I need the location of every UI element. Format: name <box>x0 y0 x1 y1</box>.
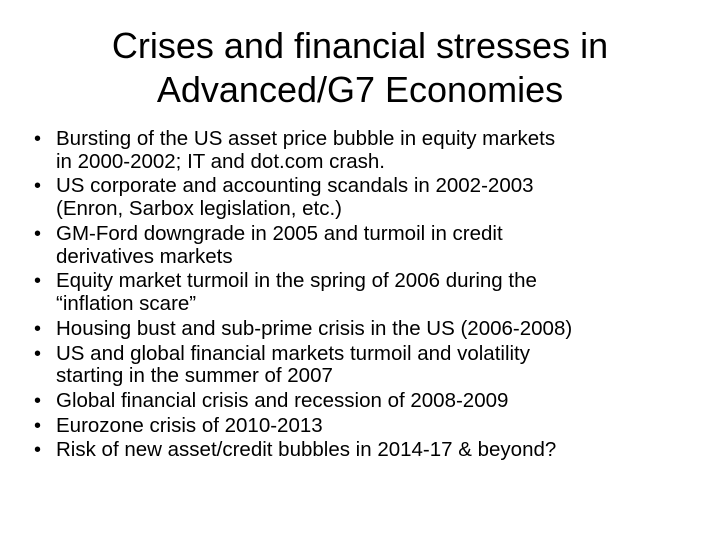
bullet-list <box>34 128 706 464</box>
bullet-text <box>56 175 706 221</box>
bullet-item-2 <box>34 175 706 221</box>
bullet-marker: • <box>34 175 42 198</box>
slide-title <box>60 24 660 112</box>
bullet-marker: • <box>34 270 42 293</box>
bullet-text-line: Housing bust and sub-prime crisis in the US (2006-2008) <box>56 316 573 340</box>
bullet-text <box>56 439 706 462</box>
bullet-text-line: starting in the summer of 2007 <box>56 364 333 388</box>
bullet-marker: • <box>34 439 42 462</box>
bullet-text-line: derivatives markets <box>56 244 233 268</box>
bullet-text <box>56 343 706 389</box>
bullet-text-line: Global financial crisis and recession of 2008-2009 <box>56 389 509 413</box>
bullet-text-line: in 2000-2002; IT and dot.com crash. <box>56 149 385 173</box>
bullet-text <box>56 128 706 174</box>
bullet-marker: • <box>34 317 42 340</box>
slide-title-line-1: Crises and financial stresses in <box>111 25 609 66</box>
bullet-item-3 <box>34 223 706 269</box>
bullet-marker: • <box>34 222 42 245</box>
bullet-item-6 <box>34 343 706 389</box>
bullet-item-9 <box>34 439 706 462</box>
bullet-item-1 <box>34 128 706 174</box>
bullet-text-line: US corporate and accounting scandals in 2002-2003 <box>56 174 534 198</box>
bullet-item-5 <box>34 318 706 341</box>
slide-title-line-2: Advanced/G7 Economies <box>156 69 564 110</box>
bullet-text <box>56 318 706 341</box>
bullet-text-line: GM-Ford downgrade in 2005 and turmoil in credit <box>56 221 503 245</box>
bullet-marker: • <box>34 342 42 365</box>
bullet-item-4 <box>34 270 706 316</box>
bullet-marker: • <box>34 390 42 413</box>
bullet-text-line: Bursting of the US asset price bubble in equity markets <box>56 127 556 150</box>
bullet-item-8 <box>34 415 706 438</box>
bullet-text-line: US and global financial markets turmoil and volatility <box>56 341 531 365</box>
bullet-text-line: Equity market turmoil in the spring of 2006 during the <box>56 269 537 293</box>
bullet-text <box>56 270 706 316</box>
bullet-text-line: “inflation scare” <box>56 292 197 316</box>
bullet-item-7 <box>34 390 706 413</box>
bullet-marker: • <box>34 414 42 437</box>
bullet-text <box>56 390 706 413</box>
bullet-text-line: (Enron, Sarbox legislation, etc.) <box>56 197 342 221</box>
bullet-text-line: Eurozone crisis of 2010-2013 <box>56 413 323 437</box>
bullet-marker: • <box>34 128 42 150</box>
bullet-text <box>56 415 706 438</box>
bullet-text <box>56 223 706 269</box>
bullet-text-line: Risk of new asset/credit bubbles in 2014-17 & beyond? <box>56 438 557 462</box>
